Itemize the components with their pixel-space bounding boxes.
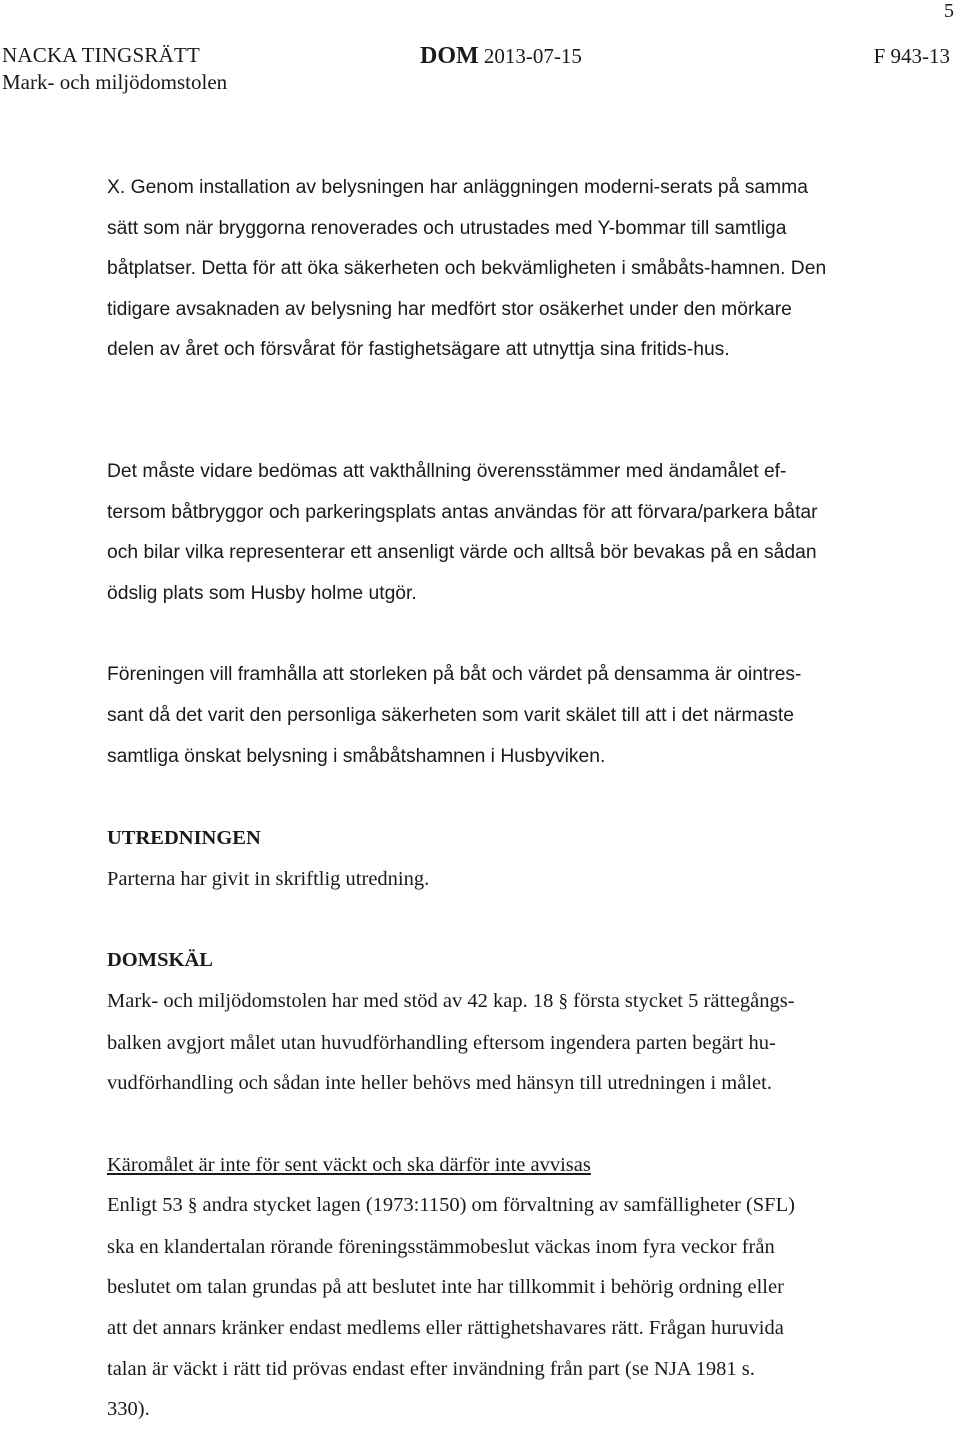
section-domskal — [107, 940, 907, 1103]
case-number: F 943-13 — [873, 44, 950, 68]
text-line: beslutet om talan grundas på att beslutet inte har tillkommit i behörig ordning eller — [107, 1276, 784, 1299]
section-karomalet — [107, 1145, 907, 1430]
court-name: NACKA TINGSRÄTT — [2, 43, 201, 67]
text-line: och bilar vilka representerar ett ansenligt värde och alltså bör bevakas på en sådan — [107, 542, 817, 564]
section-sign: § — [187, 1195, 198, 1217]
text-line: Det måste vidare bedömas att vakthållning överensstämmer med ändamålet ef- — [107, 460, 787, 482]
text-line: vudförhandling och sådan inte heller behövs med hänsyn till utredningen i målet. — [107, 1072, 772, 1095]
court-division: Mark- och miljödomstolen — [2, 70, 228, 94]
text-line: ödslig plats som Husby holme utgör. — [107, 582, 417, 604]
document-header — [2, 42, 950, 98]
text-line: andra stycket lagen (1973:1150) om förvaltning av samfälligheter (SFL) — [197, 1194, 795, 1217]
paragraph-guarding — [107, 452, 907, 614]
text-line: balken avgjort målet utan huvudförhandling eftersom ingendera parten begärt hu- — [107, 1031, 776, 1054]
text-line: delen av året och försvårat för fastighetsägare att utnyttja sina fritids-hus. — [107, 339, 730, 361]
text-line: ska en klandertalan rörande föreningsstämmobeslut väckas inom fyra veckor från — [107, 1235, 775, 1258]
karomalet-text — [107, 1185, 907, 1430]
text-line: Mark- och miljödomstolen har med stöd av 42 kap. 18 — [107, 989, 559, 1012]
text-line: sätt som när bryggorna renoverades och utrustades med Y-bommar till samtliga — [107, 217, 787, 239]
paragraph-association — [107, 655, 907, 777]
document-type — [420, 42, 582, 70]
document-body — [107, 168, 907, 1430]
text-line: 330). — [107, 1398, 150, 1421]
text-line: sant då det varit den personliga säkerheten som varit skälet till att i det närmaste — [107, 704, 794, 726]
text-line: båtplatser. Detta för att öka säkerheten och bekvämligheten i småbåts-hamnen. Den — [107, 258, 827, 280]
paragraph-lighting — [107, 168, 907, 371]
text-line: talan är väckt i rätt tid prövas endast efter invändning från part (se NJA 1981 s. — [107, 1357, 755, 1380]
text-line: Föreningen vill framhålla att storleken på båt och värdet på densamma är ointres- — [107, 664, 802, 686]
subheading-karomalet: Käromålet är inte för sent väckt och ska därför inte avvisas — [107, 1153, 591, 1176]
section-utredningen — [107, 818, 907, 899]
document-date: 2013-07-15 — [483, 44, 582, 68]
page-number: 5 — [944, 0, 954, 22]
document-label: DOM — [420, 43, 479, 69]
text-line: tersom båtbryggor och parkeringsplats antas användas för att förvara/parkera båtar — [107, 501, 818, 523]
utredningen-text: Parterna har givit in skriftlig utredning. — [107, 867, 430, 890]
text-line: Enligt 53 — [107, 1194, 188, 1217]
text-line: samtliga önskat belysning i småbåtshamnen i Husbyviken. — [107, 745, 606, 767]
section-heading-utredningen: UTREDNINGEN — [107, 827, 261, 850]
section-heading-domskal: DOMSKÄL — [107, 949, 213, 972]
domskal-text — [107, 981, 907, 1104]
text-line: att det annars kränker endast medlems eller rättighetshavares rätt. Frågan huruvida — [107, 1317, 784, 1340]
section-sign: § — [558, 990, 568, 1012]
text-line: första stycket 5 rättegångs- — [568, 989, 795, 1012]
text-line: tidigare avsaknaden av belysning har medfört stor osäkerhet under den mörkare — [107, 298, 792, 320]
text-line: X. Genom installation av belysningen har anläggningen moderni-serats på samma — [107, 177, 808, 198]
